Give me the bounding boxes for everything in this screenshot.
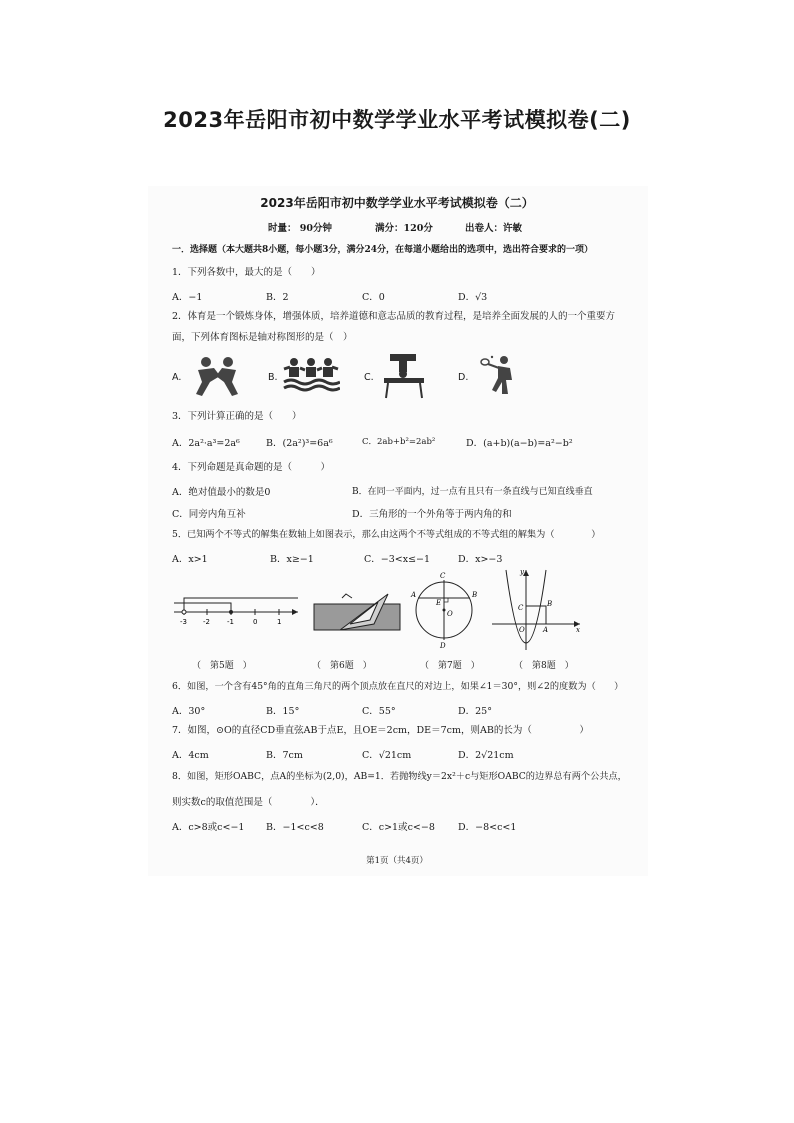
- q6-option-b: B．15°: [266, 706, 300, 717]
- q3-option-a: A．2a²·a³=2a⁶: [172, 438, 240, 449]
- q3-option-b: B．(2a²)³=6a⁶: [266, 438, 333, 449]
- q4-option-b: B．在同一平面内，过一点有且只有一条直线与已知直线垂直: [352, 487, 593, 497]
- synchronized-swimming-icon: [282, 356, 340, 392]
- set-square-ruler-figure: [310, 586, 404, 634]
- q2-option-a: A.: [172, 372, 182, 383]
- paper-title: 2023年岳阳市初中数学学业水平考试模拟卷（二）: [260, 196, 534, 210]
- q7-option-b: B．7cm: [266, 750, 303, 761]
- q6-option-d: D．25°: [458, 706, 492, 717]
- q1-option-b: B．2: [266, 292, 289, 303]
- tick-label: -3: [180, 618, 187, 626]
- q2-stem-line2: 面，下列体育图标是轴对称图形的是（ ）: [172, 332, 353, 343]
- q4-stem: 4．下列命题是真命题的是（ ）: [172, 462, 331, 473]
- q5-option-b: B．x≥−1: [270, 554, 314, 565]
- q2-stem-line1: 2．体育是一个锻炼身体，增强体质，培养道德和意志品质的教育过程，是培养全面发展的人的一个重要方: [172, 311, 616, 322]
- q4-option-d: D．三角形的一个外角等于两内角的和: [352, 509, 512, 520]
- q4-option-a: A．绝对值最小的数是0: [172, 487, 271, 498]
- q2-option-d: D.: [458, 372, 469, 383]
- paper-meta-author: 出卷人：许敏: [465, 223, 523, 234]
- q5-stem: 5．已知两个不等式的解集在数轴上如图表示，那么由这两个不等式组成的不等式组的解集为（ ）: [172, 529, 601, 540]
- tick-label: 0: [253, 618, 258, 626]
- paper-meta-score: 满分：120分: [375, 223, 433, 234]
- paper-meta-time: 时量： 90分钟: [268, 223, 333, 234]
- q5-option-d: D．x>−3: [458, 554, 503, 565]
- point-label: D: [440, 642, 446, 650]
- figure-caption-5: （ 第5题 ）: [192, 661, 252, 671]
- page-footer: 第1页（共4页）: [366, 856, 428, 866]
- main-title: 2023年岳阳市初中数学学业水平考试模拟卷(二): [163, 108, 631, 132]
- point-label: C: [518, 604, 524, 612]
- figure-caption-7: （ 第7题 ）: [420, 661, 480, 671]
- q3-option-c: C．2ab+b²=2ab²: [362, 437, 436, 447]
- number-line-figure: [170, 594, 302, 628]
- q1-option-c: C．0: [362, 292, 385, 303]
- q4-option-c: C．同旁内角互补: [172, 509, 246, 520]
- parabola-figure: [488, 566, 584, 654]
- q5-option-a: A．x>1: [172, 554, 208, 565]
- axis-label: y: [520, 568, 524, 576]
- q3-option-d: D．(a+b)(a−b)=a²−b²: [466, 438, 573, 449]
- point-label: A: [411, 591, 417, 599]
- point-label: E: [436, 599, 442, 607]
- q1-option-d: D．√3: [458, 292, 488, 303]
- q6-stem: 6．如图，一个含有45°角的直角三角尺的两个顶点放在直尺的对边上，如果∠1＝30°，则∠2的度数为（ ）: [172, 681, 624, 692]
- q7-stem: 7．如图，⊙O的直径CD垂直弦AB于点E，且OE＝2cm，DE＝7cm，则AB的长为（ ）: [172, 725, 589, 736]
- tick-label: 1: [277, 618, 282, 626]
- section-heading: 一．选择题（本大题共8小题，每小题3分，满分24分，在每道小题给出的选项中，选出符合要求的一项）: [172, 245, 594, 255]
- q7-option-a: A．4cm: [172, 750, 209, 761]
- badminton-icon: [478, 354, 522, 396]
- q2-option-b: B.: [268, 372, 278, 383]
- point-label: B: [472, 591, 478, 599]
- pommel-horse-icon: [376, 352, 432, 400]
- tick-label: -1: [227, 618, 234, 626]
- q6-option-a: A．30°: [172, 706, 206, 717]
- figure-caption-8: （ 第8题 ）: [514, 661, 574, 671]
- tick-label: -2: [203, 618, 210, 626]
- q3-stem: 3．下列计算正确的是（ ）: [172, 411, 302, 422]
- q1-stem: 1．下列各数中，最大的是（ ）: [172, 267, 321, 278]
- q6-option-c: C．55°: [362, 706, 396, 717]
- wrestling-icon: [188, 354, 246, 398]
- q8-option-c: C．c>1或c<−8: [362, 822, 435, 833]
- q7-option-d: D．2√21cm: [458, 750, 514, 761]
- q1-option-a: A．−1: [172, 292, 203, 303]
- q8-option-d: D．−8<c<1: [458, 822, 517, 833]
- q8-option-a: A．c>8或c<−1: [172, 822, 245, 833]
- point-label: C: [440, 572, 446, 580]
- point-label: O: [447, 610, 453, 618]
- circle-figure: [408, 570, 480, 650]
- q8-option-b: B．−1<c<8: [266, 822, 324, 833]
- point-label: B: [547, 600, 553, 608]
- axis-label: x: [576, 626, 580, 634]
- q8-stem-line1: 8．如图，矩形OABC，点A的坐标为(2,0)，AB=1．若抛物线y＝2x²＋c与矩形OABC的边界总有两个公共点，: [172, 771, 627, 782]
- point-label: O: [519, 626, 525, 634]
- q7-option-c: C．√21cm: [362, 750, 412, 761]
- figure-caption-6: （ 第6题 ）: [312, 661, 372, 671]
- point-label: A: [543, 626, 549, 634]
- q8-stem-line2: 则实数c的取值范围是（ ）．: [172, 797, 325, 808]
- q2-option-c: C.: [364, 372, 374, 383]
- q5-option-c: C．−3<x≤−1: [364, 554, 431, 565]
